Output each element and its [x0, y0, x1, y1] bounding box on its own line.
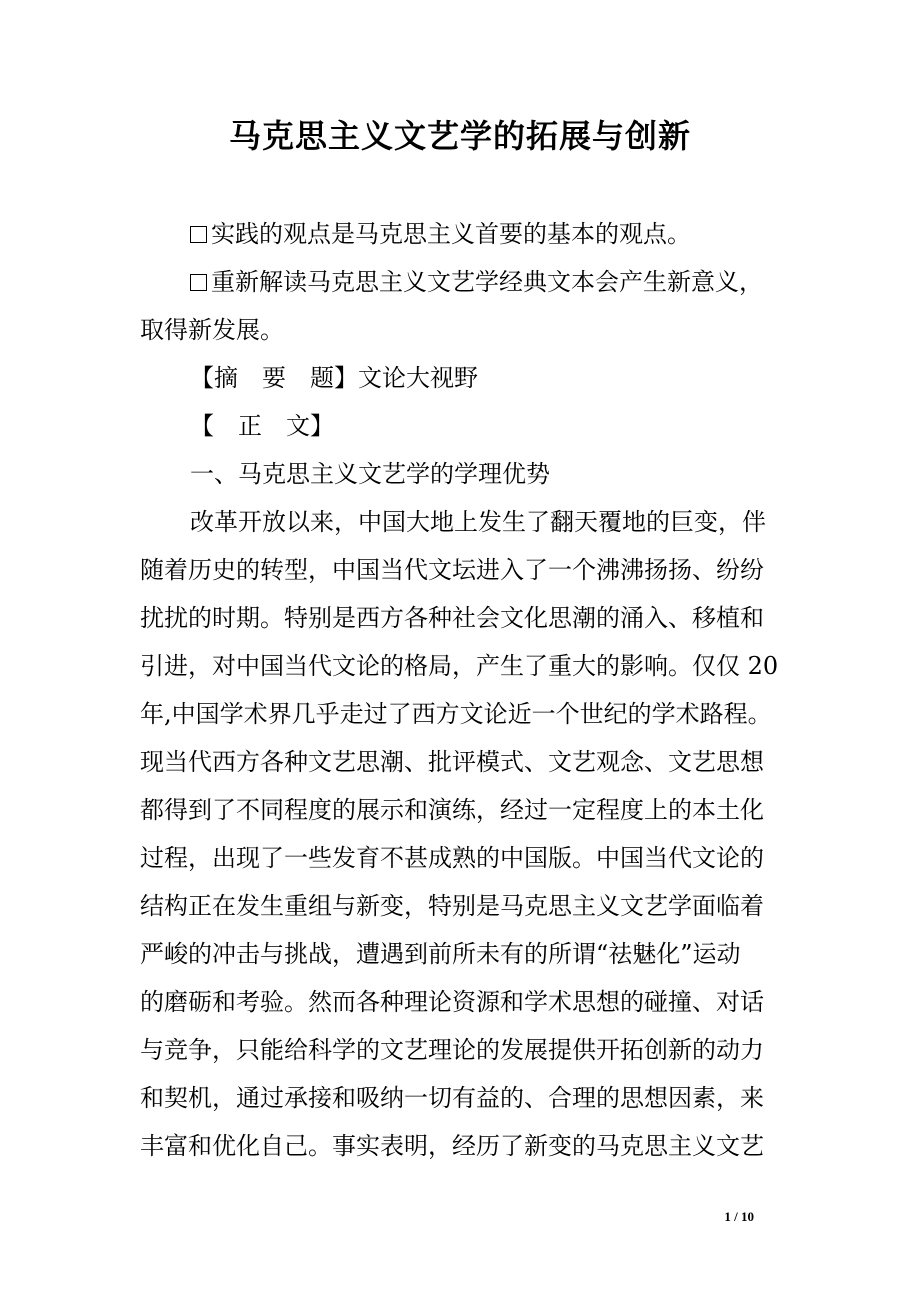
bullet-text: 重新解读马克思主义文艺学经典文本会产生新意义，	[211, 268, 763, 296]
bullet-item	[140, 210, 790, 258]
document-title: 马克思主义文艺学的拓展与创新	[228, 117, 691, 155]
body-heading: 【 正 文】	[190, 412, 334, 440]
paragraph-line: 改革开放以来，中国大地上发生了翻天覆地的巨变，伴	[190, 508, 766, 536]
paragraph-line: 与竞争，只能给科学的文艺理论的发展提供开拓创新的动力	[140, 1036, 764, 1064]
paragraph-line: 过程，出现了一些发育不甚成熟的中国版。中国当代文论的	[140, 844, 764, 872]
paragraph-line: 引进，对中国当代文论的格局，产生了重大的影响。仅仅 20	[140, 652, 779, 680]
paragraph-line: 和契机，通过承接和吸纳一切有益的、合理的思想因素，来	[140, 1084, 764, 1112]
paragraph-line: 结构正在发生重组与新变，特别是马克思主义文艺学面临着	[140, 892, 764, 920]
document-body	[140, 210, 790, 1170]
bullet-continuation: 取得新发展。	[140, 316, 284, 344]
paragraph-line: 年,中国学术界几乎走过了西方文论近一个世纪的学术路程。	[140, 700, 772, 728]
paragraph-line: 都得到了不同程度的展示和演练，经过一定程度上的本土化	[140, 796, 764, 824]
paragraph-line: 现当代西方各种文艺思潮、批评模式、文艺观念、文艺思想	[140, 748, 764, 776]
paragraph-line: 扰扰的时期。特别是西方各种社会文化思潮的涌入、移植和	[140, 604, 764, 632]
checkbox-icon	[190, 226, 207, 243]
bullet-text: 实践的观点是马克思主义首要的基本的观点。	[211, 220, 691, 248]
paragraph-line: 的磨砺和考验。然而各种理论资源和学术思想的碰撞、对话	[140, 988, 764, 1016]
paragraph-line: 严峻的冲击与挑战，遭遇到前所未有的所谓“祛魅化”运动	[140, 940, 741, 968]
checkbox-icon	[190, 274, 207, 291]
paragraph-line: 丰富和优化自己。事实表明，经历了新变的马克思主义文艺	[140, 1132, 764, 1160]
page-number: 1 / 10	[724, 1209, 754, 1224]
paragraph-line: 随着历史的转型，中国当代文坛进入了一个沸沸扬扬、纷纷	[140, 556, 764, 584]
bullet-item	[140, 258, 790, 306]
section-heading: 一、马克思主义文艺学的学理优势	[190, 460, 550, 488]
abstract-heading: 【摘 要 题】文论大视野	[190, 364, 478, 392]
